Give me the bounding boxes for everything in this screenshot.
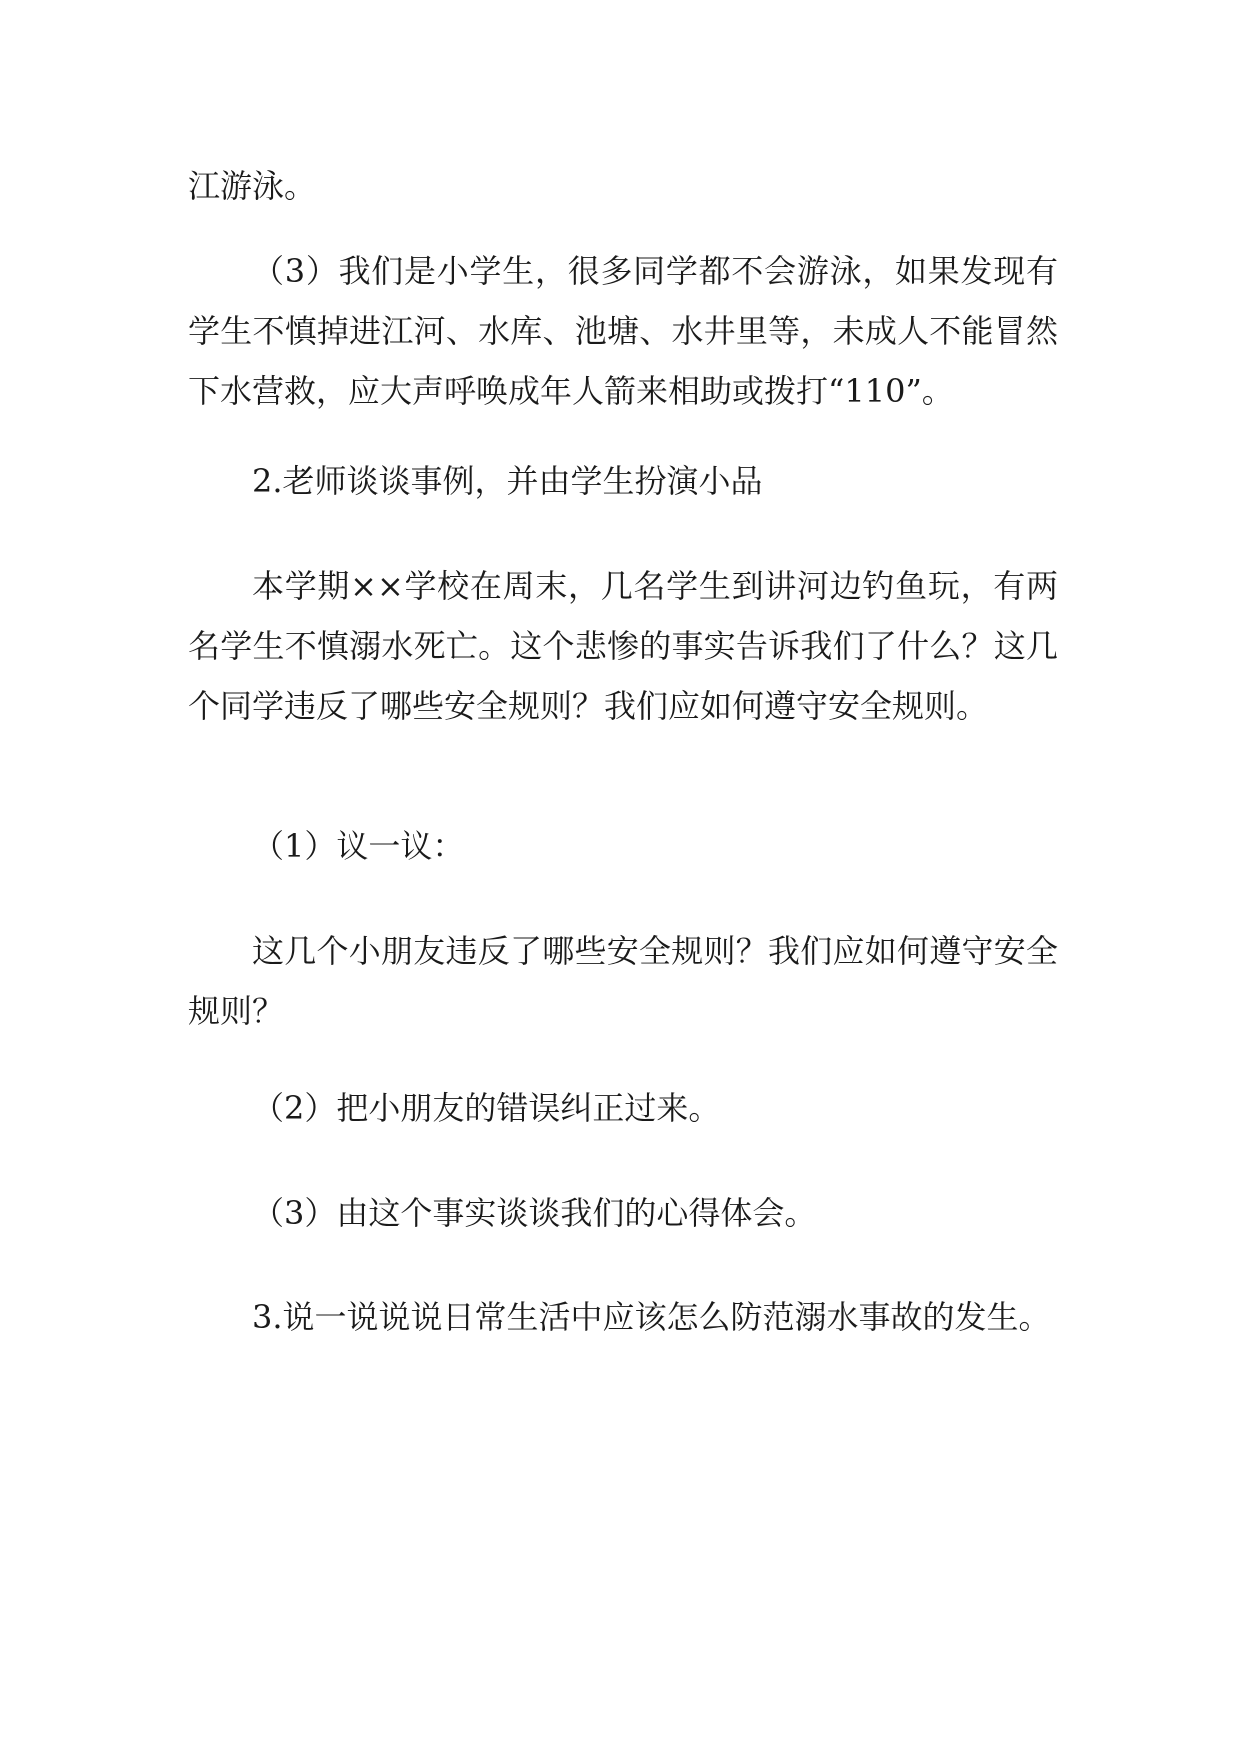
paragraph-correct-mistakes: （2）把小朋友的错误纠正过来。 — [252, 1089, 721, 1127]
paragraph-case-example: 本学期××学校在周末，几名学生到讲河边钓鱼玩，有两名学生不慎溺水死亡。这个悲惨的事实告诉我们了什么？这几个同学违反了哪些安全规则？我们应如何遵守安全规则。 — [188, 567, 1058, 725]
paragraph-discuss: （1）议一议： — [252, 827, 465, 865]
paragraph-question: 这几个小朋友违反了哪些安全规则？我们应如何遵守安全规则？ — [188, 932, 1058, 1030]
paragraph-continuation: 江游泳。 — [188, 167, 317, 205]
paragraph-heading-3: 3.说一说说说日常生活中应该怎么防范溺水事故的发生。 — [252, 1298, 1051, 1336]
paragraph-rescue-advice: （3）我们是小学生，很多同学都不会游泳，如果发现有学生不慎掉进江河、水库、池塘、水井里等，未成人不能冒然下水营救，应大声呼唤成年人箭来相助或拨打“110”。 — [188, 252, 1058, 410]
paragraph-reflection: （3）由这个事实谈谈我们的心得体会。 — [252, 1194, 817, 1232]
paragraph-heading-2: 2.老师谈谈事例，并由学生扮演小品 — [252, 462, 763, 500]
